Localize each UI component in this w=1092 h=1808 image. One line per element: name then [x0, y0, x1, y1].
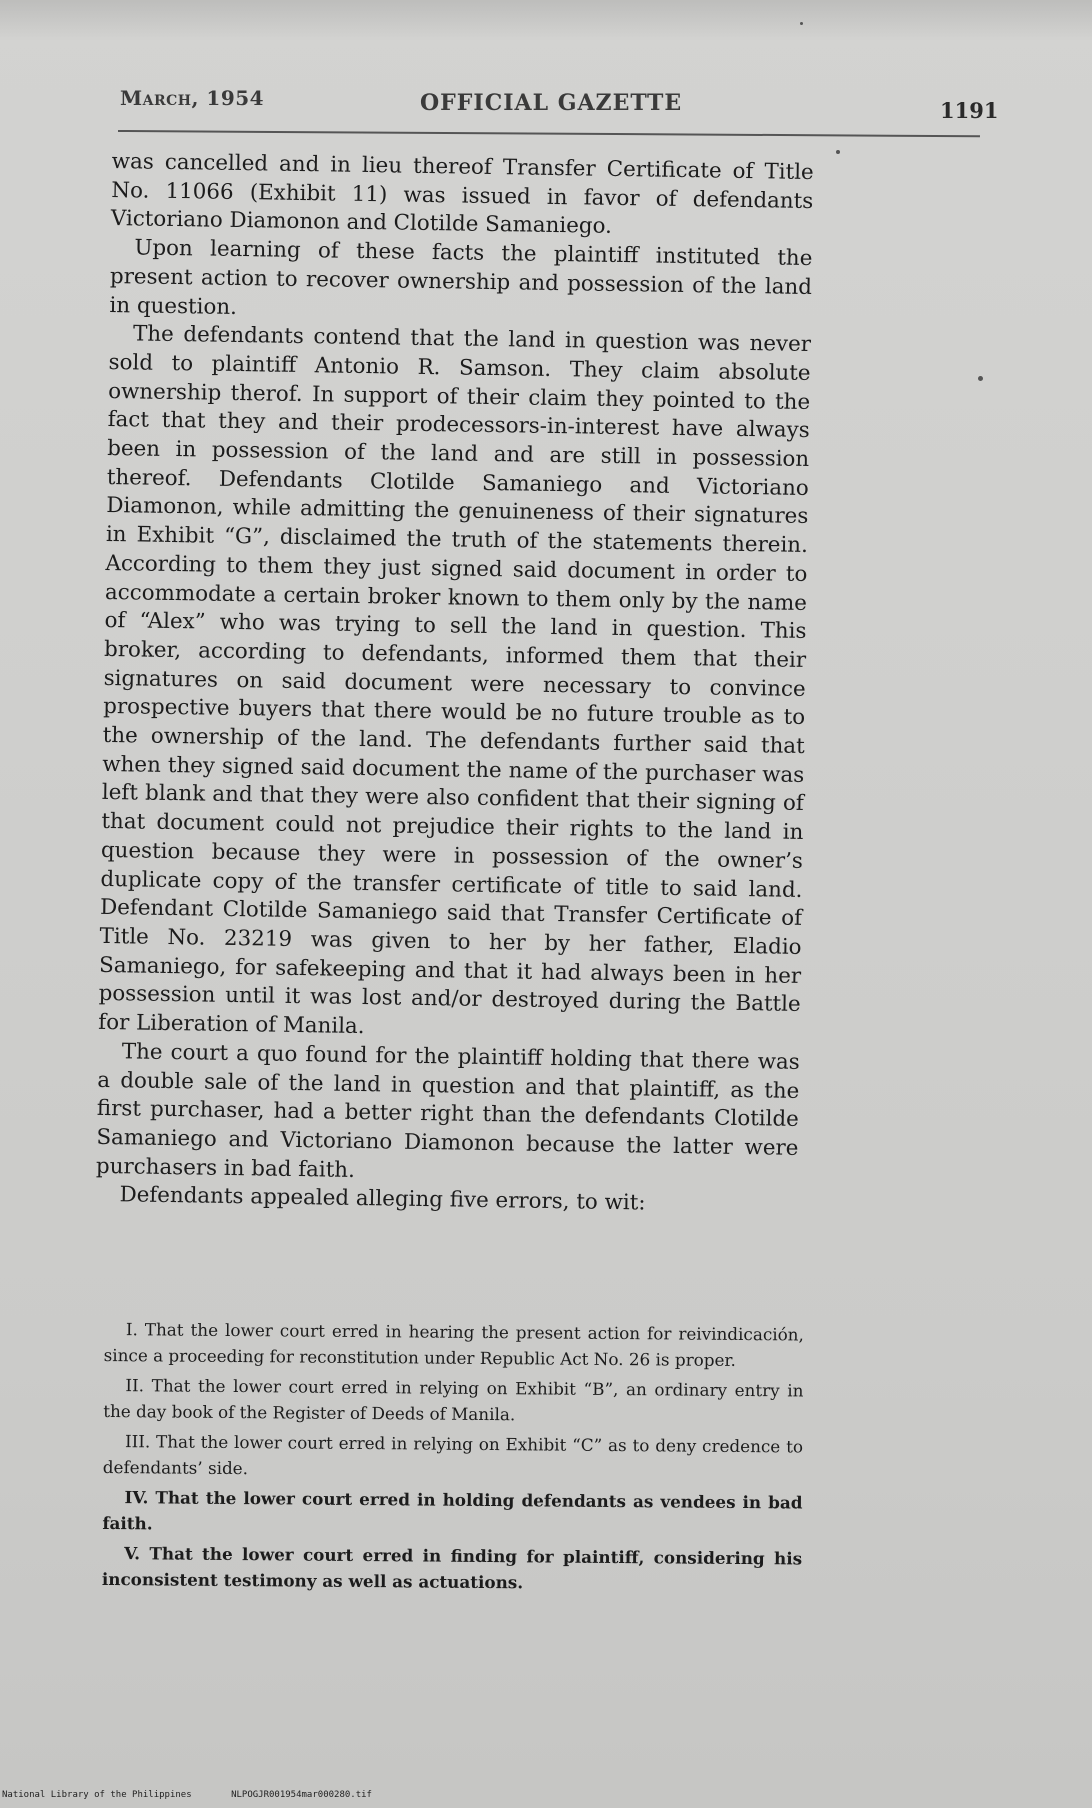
- paragraph: The defendants contend that the land in question was never sold to plaintiff Antonio R. Samson. They claim absolute ownership therof. In support of their claim they pointed to the fact that they and their prodecessors-in-interest have always been in possession of the land and are still in possession thereof. Defendants Clotilde Samaniego and Victoriano Diamonon, while admitting the genuineness of their signatures in Exhibit “G”, disclaimed the truth of the statements therein. According to them they just signed said document in order to accommodate a certain broker known to them only by the name of “Alex” who was trying to sell the land in question. This broker, according to defendants, informed them that their signatures on said document were necessary to convince prospective buyers that there would be no future trouble as to the ownership of the land. The defendants further said that when they signed said document the name of the purchaser was left blank and that they were also confident that their signing of that document could not prejudice their rights to the land in question because they were in possession of the owner’s duplicate copy of the transfer certificate of title to said land. Defendant Clotilde Samaniego said that Transfer Certificate of Title No. 23219 was given to her by her father, Eladio Samaniego, for safekeeping and that it had always been in her possession until it was lost and/or destroyed during the Battle for Liberation of Manila.: [98, 321, 812, 1040]
- error-item: IV. That the lower court erred in holding defendants as vendees in bad faith.: [102, 1487, 803, 1534]
- page-header: [120, 80, 1000, 123]
- header-title: OFFICIAL GAZETTE: [420, 90, 683, 116]
- error-item: I. That the lower court erred in hearing the present action for reivindicación, since a proceeding for reconstitution under Republic Act No. 26 is proper.: [103, 1319, 804, 1370]
- assigned-errors-list: [102, 1316, 804, 1601]
- top-edge-shadow: [0, 0, 1092, 40]
- paragraph: was cancelled and in lieu thereof Transfer Certificate of Title No. 11066 (Exhibit 11) was issued in favor of defendants Victoriano Diamonon and Clotilde Samaniego.: [110, 148, 814, 240]
- dust-speck: [800, 22, 803, 25]
- header-date: March, 1954: [120, 86, 265, 110]
- scan-footer: [2, 1790, 1002, 1800]
- footer-library: National Library of the Philippines: [2, 1790, 192, 1800]
- dust-speck: [978, 376, 983, 381]
- error-item: II. That the lower court erred in relying on Exhibit “B”, an ordinary entry in the day book of the Register of Deeds of Manila.: [103, 1375, 804, 1425]
- page-number: 1191: [940, 98, 999, 123]
- header-rule: [118, 130, 980, 137]
- paragraph: The court a quo found for the plaintiff holding that there was a double sale of the land in question and that plaintiff, as the first purchaser, had a better right than the defendants Clotilde Samaniego and Victoriano Diamonon because the latter were purchasers in bad faith.: [95, 1039, 800, 1183]
- paragraph: Defendants appealed alleging five errors, to wit:: [119, 1182, 646, 1216]
- error-item: III. That the lower court erred in relying on Exhibit “C” as to deny credence to defendants’ side.: [102, 1431, 804, 1479]
- paragraph: Upon learning of these facts the plaintiff instituted the present action to recover ownership and possession of the land in question.: [109, 235, 813, 320]
- error-item: V. That the lower court erred in finding for plaintiff, considering his inconsistent testimony as well as actuations.: [101, 1543, 803, 1593]
- dust-speck: [836, 150, 840, 154]
- body-text: [95, 148, 814, 1221]
- footer-filename: NLPOGJR001954mar000280.tif: [231, 1790, 372, 1800]
